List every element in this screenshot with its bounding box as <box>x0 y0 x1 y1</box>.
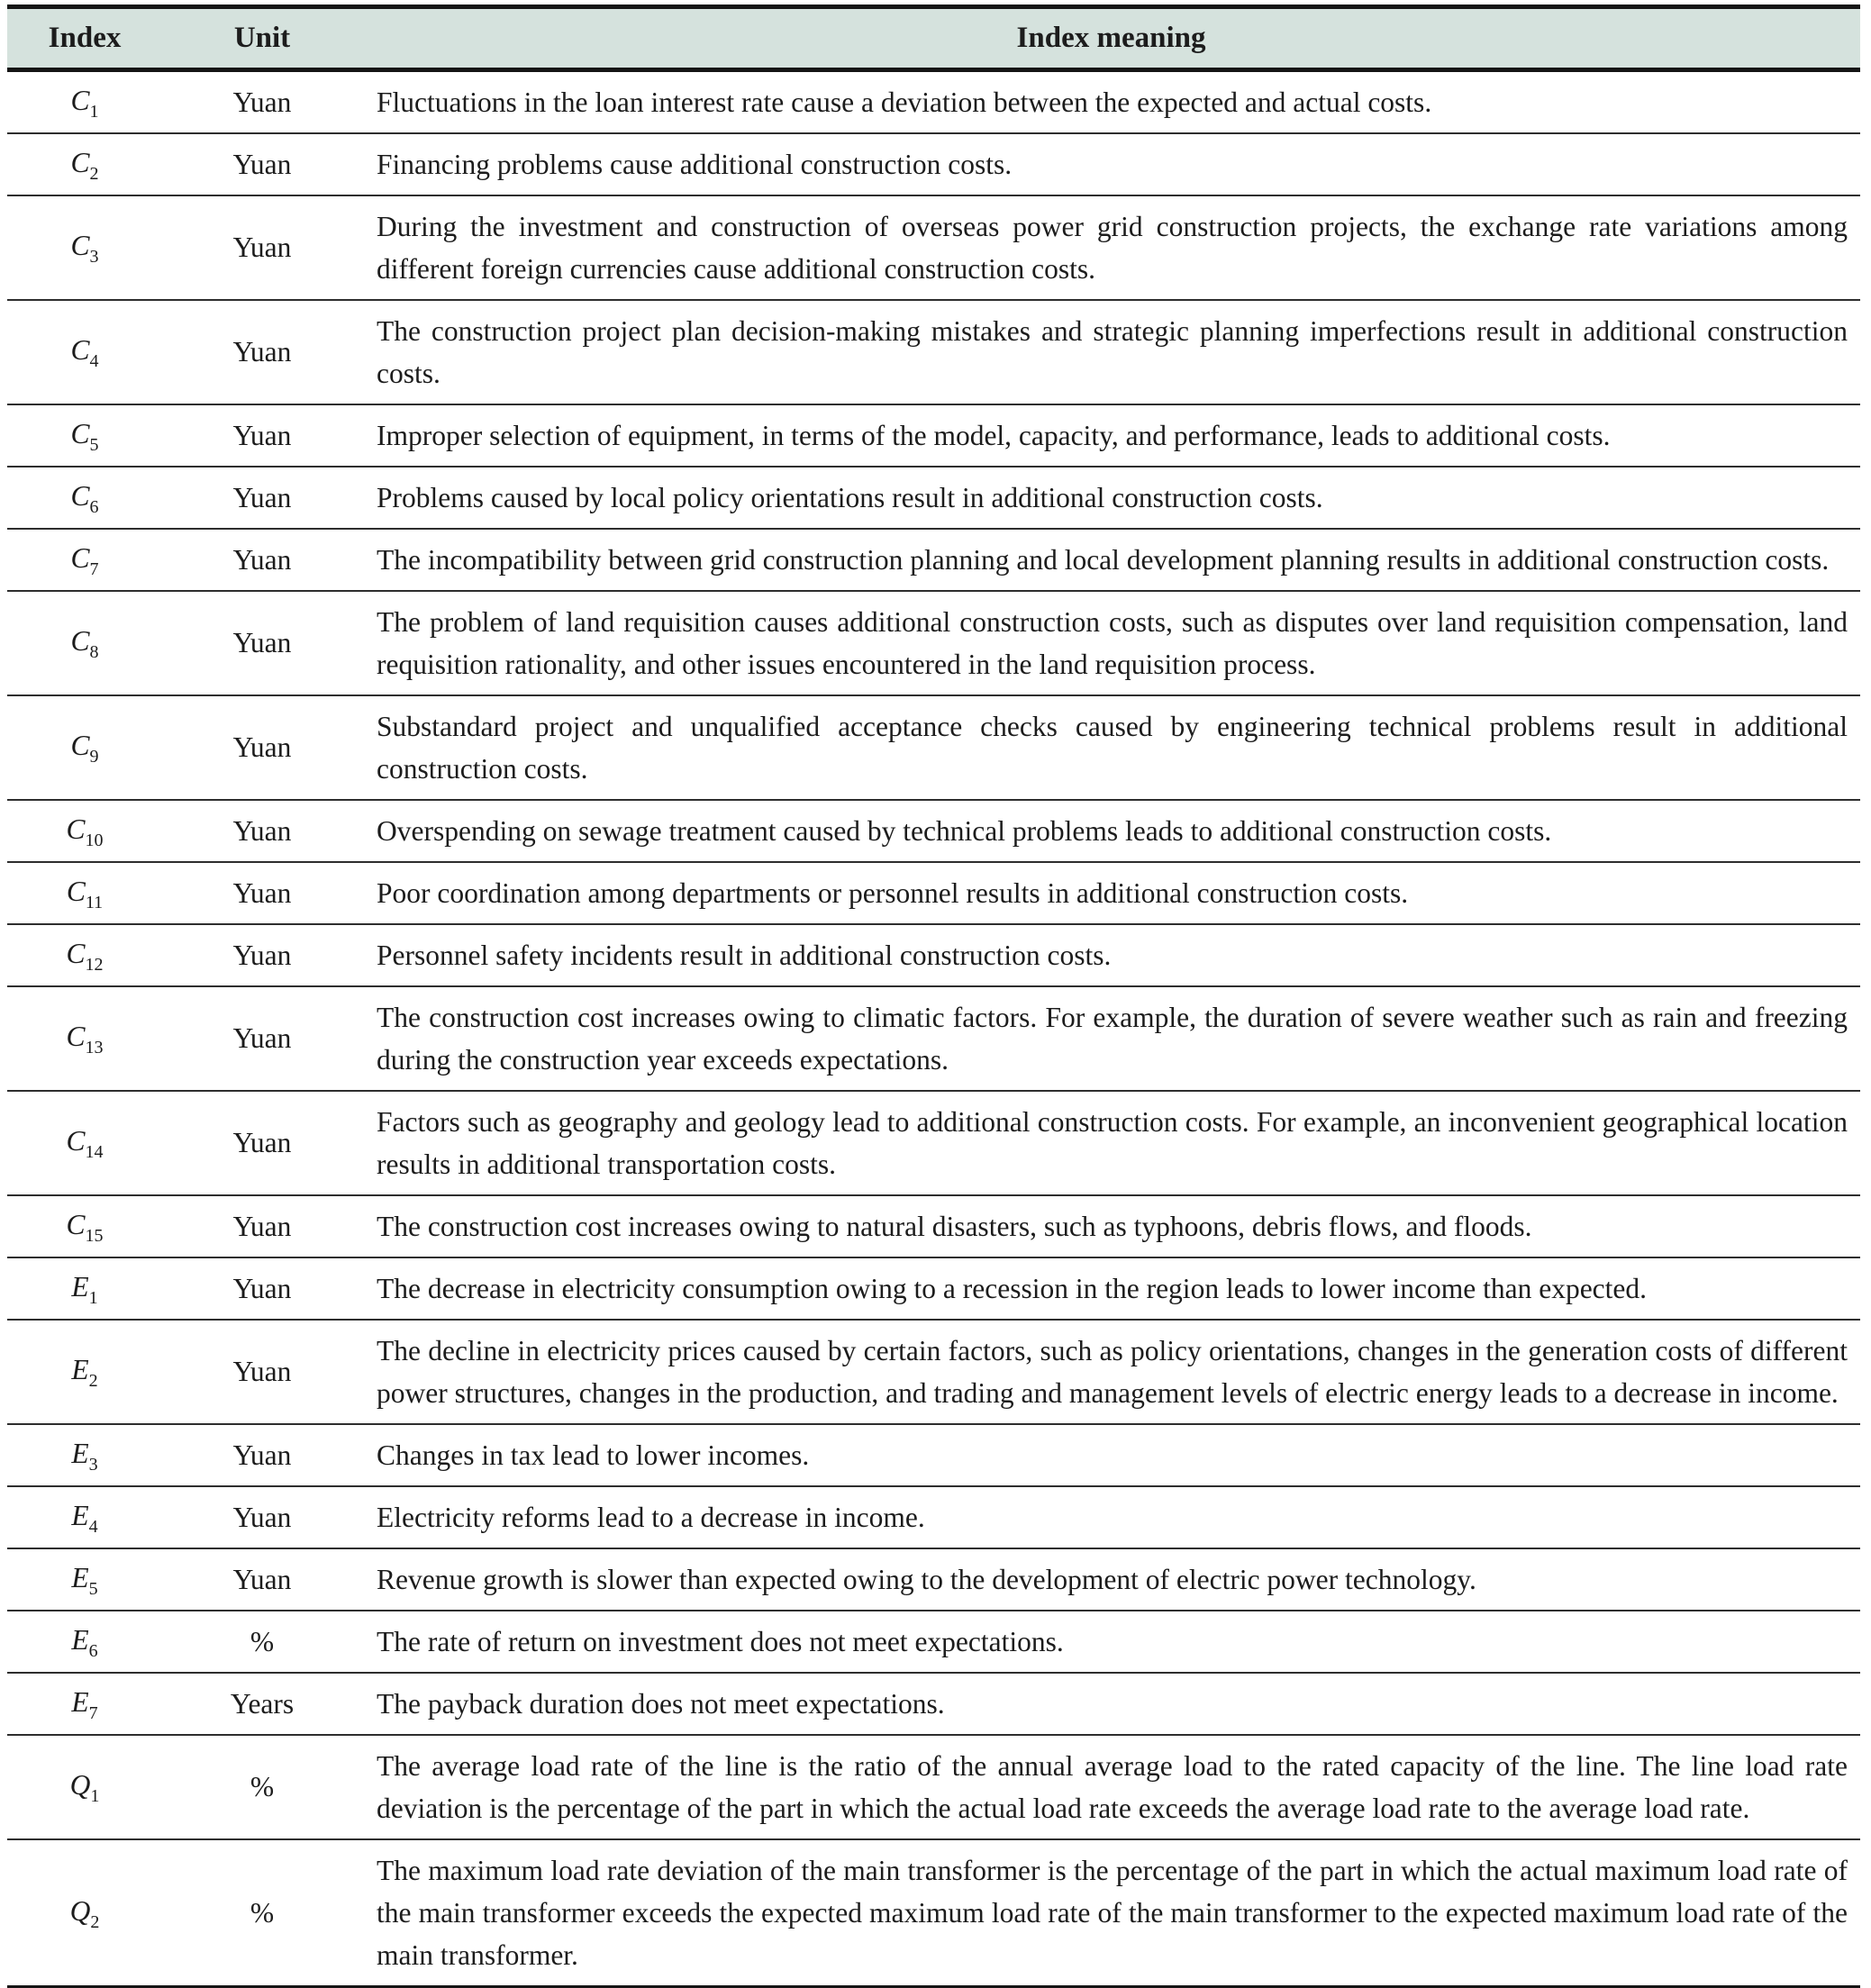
index-letter: E <box>71 1561 89 1593</box>
index-letter: Q <box>69 1769 91 1801</box>
unit-cell: Yuan <box>232 1272 292 1304</box>
column-header-index: Index <box>48 22 122 54</box>
index-letter: Q <box>69 1894 91 1927</box>
index-letter: C <box>70 84 90 116</box>
unit-cell: Yuan <box>232 1022 292 1054</box>
index-cell <box>7 133 162 195</box>
index-subscript: 4 <box>88 1516 98 1537</box>
index-subscript: 12 <box>85 954 104 975</box>
index-letter: C <box>70 417 90 449</box>
meaning-cell: Substandard project and unqualified acceptance checks caused by engineering technical problems result in additional construction costs. <box>377 711 1848 785</box>
index-letter: E <box>71 1685 89 1718</box>
unit-cell: Yuan <box>232 627 292 658</box>
index-cell <box>7 1257 162 1320</box>
index-cell <box>7 1424 162 1486</box>
table-body <box>7 70 1860 1987</box>
index-letter: C <box>70 541 90 574</box>
unit-cell: Yuan <box>232 876 292 909</box>
table-row <box>7 695 1860 800</box>
meaning-cell: The payback duration does not meet expectations. <box>377 1688 945 1720</box>
index-cell <box>7 800 162 862</box>
index-cell <box>7 70 162 134</box>
table-row <box>7 1486 1860 1548</box>
meaning-cell: The maximum load rate deviation of the main transformer is the percentage of the part in which the actual maximum load rate of the main transformer exceeds the expected maximum load rate of the main transformer to the expected maximum load rate of the main transformer. <box>377 1855 1848 1971</box>
unit-cell: % <box>250 1771 275 1802</box>
table-row <box>7 404 1860 467</box>
unit-cell: Yuan <box>232 1356 292 1387</box>
unit-cell: Yuan <box>232 939 292 971</box>
table-row <box>7 1839 1860 1987</box>
unit-cell: % <box>250 1625 275 1657</box>
unit-cell: Yuan <box>232 1439 292 1471</box>
index-subscript: 11 <box>85 892 104 912</box>
unit-cell: Yuan <box>232 336 292 368</box>
table-row <box>7 1673 1860 1735</box>
table-row <box>7 467 1860 529</box>
index-cell <box>7 467 162 529</box>
table-header-row <box>7 7 1860 70</box>
index-subscript: 2 <box>89 163 99 184</box>
table-row <box>7 1320 1860 1424</box>
meaning-cell: Personnel safety incidents result in additional construction costs. <box>377 940 1112 971</box>
index-letter: C <box>70 146 90 178</box>
index-subscript: 9 <box>89 747 99 767</box>
table-row <box>7 300 1860 404</box>
table-row <box>7 1257 1860 1320</box>
index-cell <box>7 1839 162 1987</box>
table-row <box>7 862 1860 924</box>
index-letter: C <box>66 1208 86 1240</box>
meaning-cell: The average load rate of the line is the ratio of the annual average load to the rated capacity of the line. The line load rate deviation is the percentage of the part in which the actual load rate exceeds the average load rate to the average load rate. <box>377 1750 1848 1824</box>
meaning-cell: The problem of land requisition causes additional construction costs, such as disputes over land requisition compensation, land requisition rationality, and other issues encountered in the land requisition process. <box>377 606 1848 680</box>
index-cell <box>7 591 162 695</box>
meaning-cell: Factors such as geography and geology lead to additional construction costs. For example, an inconvenient geographical location results in additional transportation costs. <box>377 1106 1848 1180</box>
index-cell <box>7 695 162 800</box>
index-subscript: 8 <box>89 642 99 662</box>
index-subscript: 1 <box>88 1287 98 1308</box>
index-subscript: 2 <box>90 1911 100 1932</box>
unit-cell: Yuan <box>232 814 292 847</box>
index-subscript: 5 <box>89 434 99 455</box>
table-row <box>7 133 1860 195</box>
index-subscript: 2 <box>88 1371 98 1391</box>
column-header-index-meaning: Index meaning <box>1016 22 1206 54</box>
meaning-cell: Electricity reforms lead to a decrease in income. <box>377 1502 925 1533</box>
index-cell <box>7 1735 162 1839</box>
table-row <box>7 1424 1860 1486</box>
index-subscript: 7 <box>88 1702 98 1723</box>
table-head <box>7 7 1860 70</box>
table-row <box>7 924 1860 986</box>
index-cell <box>7 529 162 591</box>
index-letter: E <box>71 1499 89 1531</box>
meaning-cell: During the investment and construction of overseas power grid construction projects, the exchange rate variations among different foreign currencies cause additional construction costs. <box>377 211 1848 285</box>
meaning-cell: The construction cost increases owing to climatic factors. For example, the duration of severe weather such as rain and freezing during the construction year exceeds expectations. <box>377 1002 1848 1076</box>
table-row <box>7 1548 1860 1611</box>
index-letter: E <box>71 1354 89 1385</box>
index-definition-table <box>7 5 1860 1988</box>
meaning-cell: Improper selection of equipment, in terms of the model, capacity, and performance, leads to additional costs. <box>377 420 1611 451</box>
index-cell <box>7 986 162 1091</box>
index-subscript: 6 <box>89 496 99 517</box>
index-letter: C <box>70 730 90 761</box>
column-header-unit: Unit <box>233 22 291 54</box>
meaning-cell: Overspending on sewage treatment caused by technical problems leads to additional construction costs. <box>377 815 1552 847</box>
index-letter: C <box>66 875 86 907</box>
index-subscript: 3 <box>89 247 99 267</box>
index-subscript: 15 <box>85 1225 104 1246</box>
meaning-cell: The incompatibility between grid construction planning and local development planning results in additional construction costs. <box>377 544 1830 576</box>
index-letter: C <box>70 230 90 261</box>
index-cell <box>7 1548 162 1611</box>
index-cell <box>7 1320 162 1424</box>
table-row <box>7 1611 1860 1673</box>
table-row <box>7 529 1860 591</box>
unit-cell: Yuan <box>232 1127 292 1158</box>
index-letter: C <box>66 1125 86 1157</box>
index-subscript: 10 <box>85 830 104 850</box>
index-subscript: 4 <box>89 351 99 371</box>
index-subscript: 14 <box>85 1142 104 1162</box>
index-letter: C <box>70 625 90 657</box>
index-cell <box>7 300 162 404</box>
table-row <box>7 195 1860 300</box>
meaning-cell: Problems caused by local policy orientations result in additional construction costs. <box>377 482 1323 513</box>
unit-cell: Yuan <box>232 231 292 263</box>
meaning-cell: The decline in electricity prices caused by certain factors, such as policy orientations, changes in the generation costs of different power structures, changes in the production, and trading and management levels of electric energy leads to a decrease in income. <box>377 1335 1848 1409</box>
table-row <box>7 1735 1860 1839</box>
index-cell <box>7 1611 162 1673</box>
table-row <box>7 1195 1860 1257</box>
index-subscript: 7 <box>89 558 99 579</box>
unit-cell: Yuan <box>232 419 292 451</box>
index-cell <box>7 862 162 924</box>
index-subscript: 13 <box>85 1038 104 1058</box>
index-subscript: 1 <box>90 1786 100 1806</box>
index-cell <box>7 195 162 300</box>
index-letter: C <box>66 1021 86 1052</box>
index-letter: C <box>70 479 90 512</box>
index-cell <box>7 924 162 986</box>
meaning-cell: The rate of return on investment does not meet expectations. <box>377 1626 1064 1657</box>
index-letter: C <box>66 937 86 969</box>
index-cell <box>7 1486 162 1548</box>
unit-cell: % <box>250 1896 275 1929</box>
index-cell <box>7 1091 162 1195</box>
index-letter: E <box>71 1437 89 1469</box>
meaning-cell: The construction cost increases owing to natural disasters, such as typhoons, debris flows, and floods. <box>377 1211 1532 1242</box>
meaning-cell: Financing problems cause additional construction costs. <box>377 149 1013 180</box>
unit-cell: Yuan <box>232 1501 292 1533</box>
meaning-cell: The construction project plan decision-making mistakes and strategic planning imperfections result in additional construction costs. <box>377 315 1848 389</box>
index-definition-table-wrapper <box>7 5 1860 1988</box>
index-letter: E <box>71 1623 89 1656</box>
index-cell <box>7 404 162 467</box>
table-row <box>7 1091 1860 1195</box>
index-letter: C <box>70 334 90 366</box>
table-row <box>7 70 1860 134</box>
index-subscript: 3 <box>88 1454 98 1475</box>
unit-cell: Yuan <box>232 731 292 763</box>
index-letter: C <box>66 812 86 845</box>
meaning-cell: Poor coordination among departments or personnel results in additional construction costs. <box>377 877 1409 909</box>
meaning-cell: Revenue growth is slower than expected owing to the development of electric power technology. <box>377 1564 1476 1595</box>
unit-cell: Yuan <box>232 1563 292 1595</box>
unit-cell: Yuan <box>232 86 292 118</box>
index-cell <box>7 1673 162 1735</box>
unit-cell: Yuan <box>232 543 292 576</box>
meaning-cell: Changes in tax lead to lower incomes. <box>377 1439 810 1471</box>
table-row <box>7 986 1860 1091</box>
index-subscript: 5 <box>88 1578 98 1599</box>
index-letter: E <box>71 1270 89 1303</box>
table-row <box>7 800 1860 862</box>
unit-cell: Years <box>230 1687 295 1720</box>
index-subscript: 1 <box>89 101 99 122</box>
meaning-cell: The decrease in electricity consumption owing to a recession in the region leads to lower income than expected. <box>377 1273 1648 1304</box>
unit-cell: Yuan <box>232 481 292 513</box>
index-cell <box>7 1195 162 1257</box>
table-row <box>7 591 1860 695</box>
meaning-cell: Fluctuations in the loan interest rate cause a deviation between the expected and actual costs. <box>377 86 1432 118</box>
unit-cell: Yuan <box>232 1210 292 1242</box>
unit-cell: Yuan <box>232 148 292 180</box>
index-subscript: 6 <box>88 1640 98 1661</box>
